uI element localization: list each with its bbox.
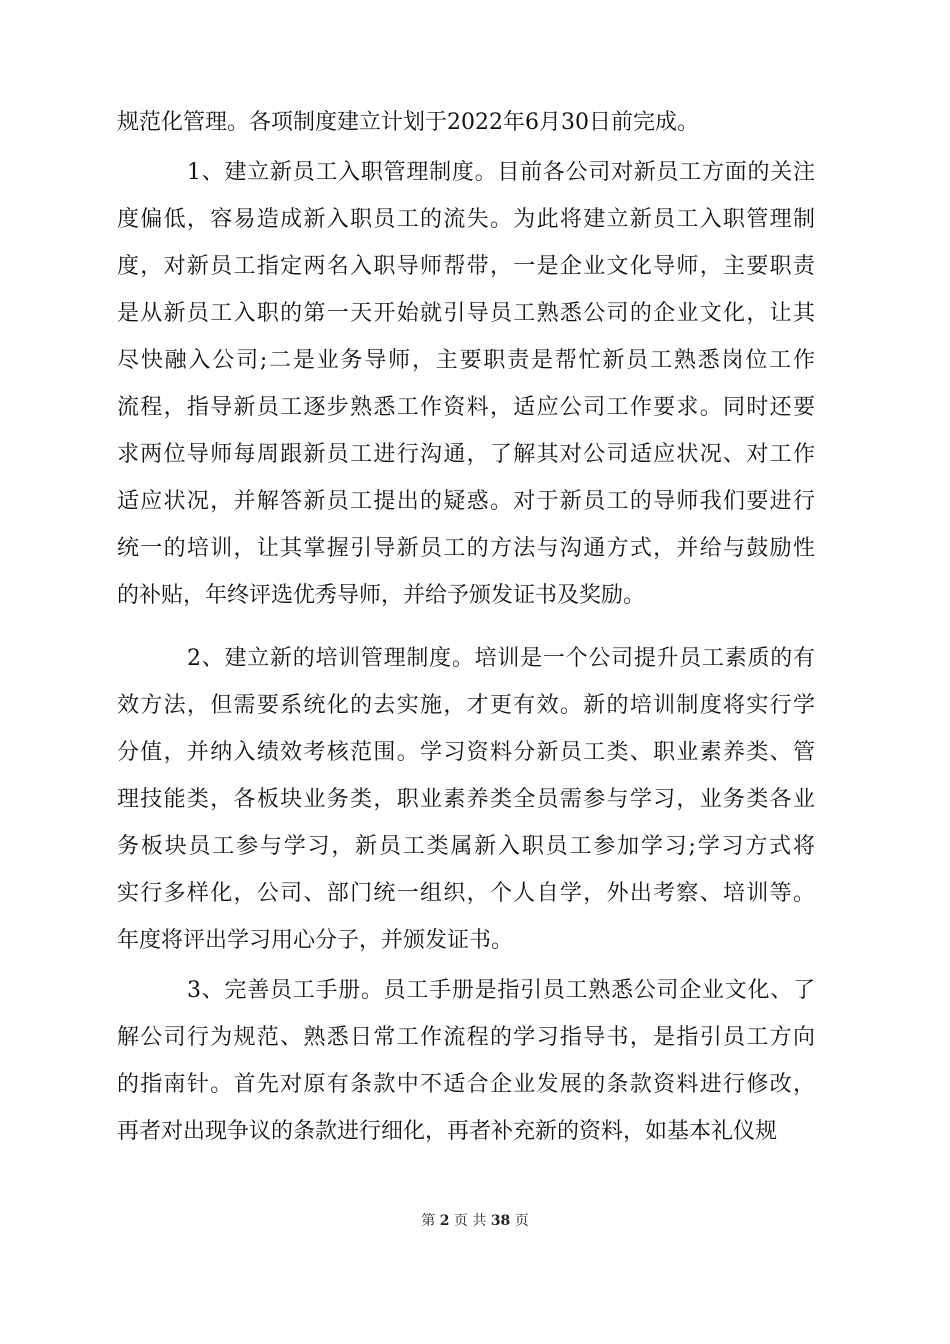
text-line: 1、建立新员工入职管理制度。目前各公司对新员工方面的关注 bbox=[187, 160, 815, 185]
text-line: 解公司行为规范、熟悉日常工作流程的学习指导书，是指引员工方向 bbox=[117, 1025, 815, 1050]
text-line: 的指南针。首先对原有条款中不适合企业发展的条款资料进行修改， bbox=[117, 1072, 815, 1097]
footer-middle: 页 共 bbox=[453, 1213, 487, 1229]
text-line: 是从新员工入职的第一天开始就引导员工熟悉公司的企业文化，让其 bbox=[117, 301, 815, 326]
text-line: 适应状况，并解答新员工提出的疑惑。对于新员工的导师我们要进行 bbox=[117, 489, 815, 514]
text-line: 度偏低，容易造成新入职员工的流失。为此将建立新员工入职管理制 bbox=[117, 207, 815, 232]
paragraph-intro-tail bbox=[117, 99, 815, 146]
text-line: 2、建立新的培训管理制度。培训是一个公司提升员工素质的有 bbox=[187, 646, 815, 671]
paragraph-handbook bbox=[117, 967, 815, 1155]
text-line: 度，对新员工指定两名入职导师帮带，一是企业文化导师，主要职责 bbox=[117, 254, 815, 279]
text-line: 求两位导师每周跟新员工进行沟通，了解其对公司适应状况、对工作 bbox=[117, 442, 815, 467]
text-line: 3、完善员工手册。员工手册是指引员工熟悉公司企业文化、了 bbox=[187, 978, 815, 1003]
text-line: 流程，指导新员工逐步熟悉工作资料，适应公司工作要求。同时还要 bbox=[117, 395, 815, 420]
paragraph-onboarding bbox=[117, 149, 815, 619]
paragraph-training bbox=[117, 635, 815, 964]
text-line: 分值，并纳入绩效考核范围。学习资料分新员工类、职业素养类、管 bbox=[117, 740, 815, 765]
text-line: 再者对出现争议的条款进行细化，再者补充新的资料，如基本礼仪规 bbox=[117, 1119, 778, 1144]
footer-suffix: 页 bbox=[514, 1213, 529, 1229]
text-line: 尽快融入公司;二是业务导师，主要职责是帮忙新员工熟悉岗位工作 bbox=[117, 348, 815, 373]
text-line: 实行多样化，公司、部门统一组织，个人自学，外出考察、培训等。 bbox=[117, 881, 815, 906]
text-line: 务板块员工参与学习，新员工类属新入职员工参加学习;学习方式将 bbox=[117, 834, 815, 859]
current-page-number: 2 bbox=[439, 1213, 450, 1229]
text-line: 的补贴，年终评选优秀导师，并给予颁发证书及奖励。 bbox=[117, 583, 646, 608]
total-pages-number: 38 bbox=[490, 1213, 511, 1229]
text-line: 理技能类，各板块业务类，职业素养类全员需参与学习，业务类各业 bbox=[117, 787, 815, 812]
text-line: 效方法，但需要系统化的去实施，才更有效。新的培训制度将实行学 bbox=[117, 693, 815, 718]
footer-prefix: 第 bbox=[421, 1213, 436, 1229]
text-line: 统一的培训，让其掌握引导新员工的方法与沟通方式，并给与鼓励性 bbox=[117, 536, 815, 561]
text-line: 规范化管理。各项制度建立计划于2022年6月30日前完成。 bbox=[117, 110, 699, 135]
page-footer bbox=[0, 1210, 950, 1230]
text-line: 年度将评出学习用心分子，并颁发证书。 bbox=[117, 928, 514, 953]
